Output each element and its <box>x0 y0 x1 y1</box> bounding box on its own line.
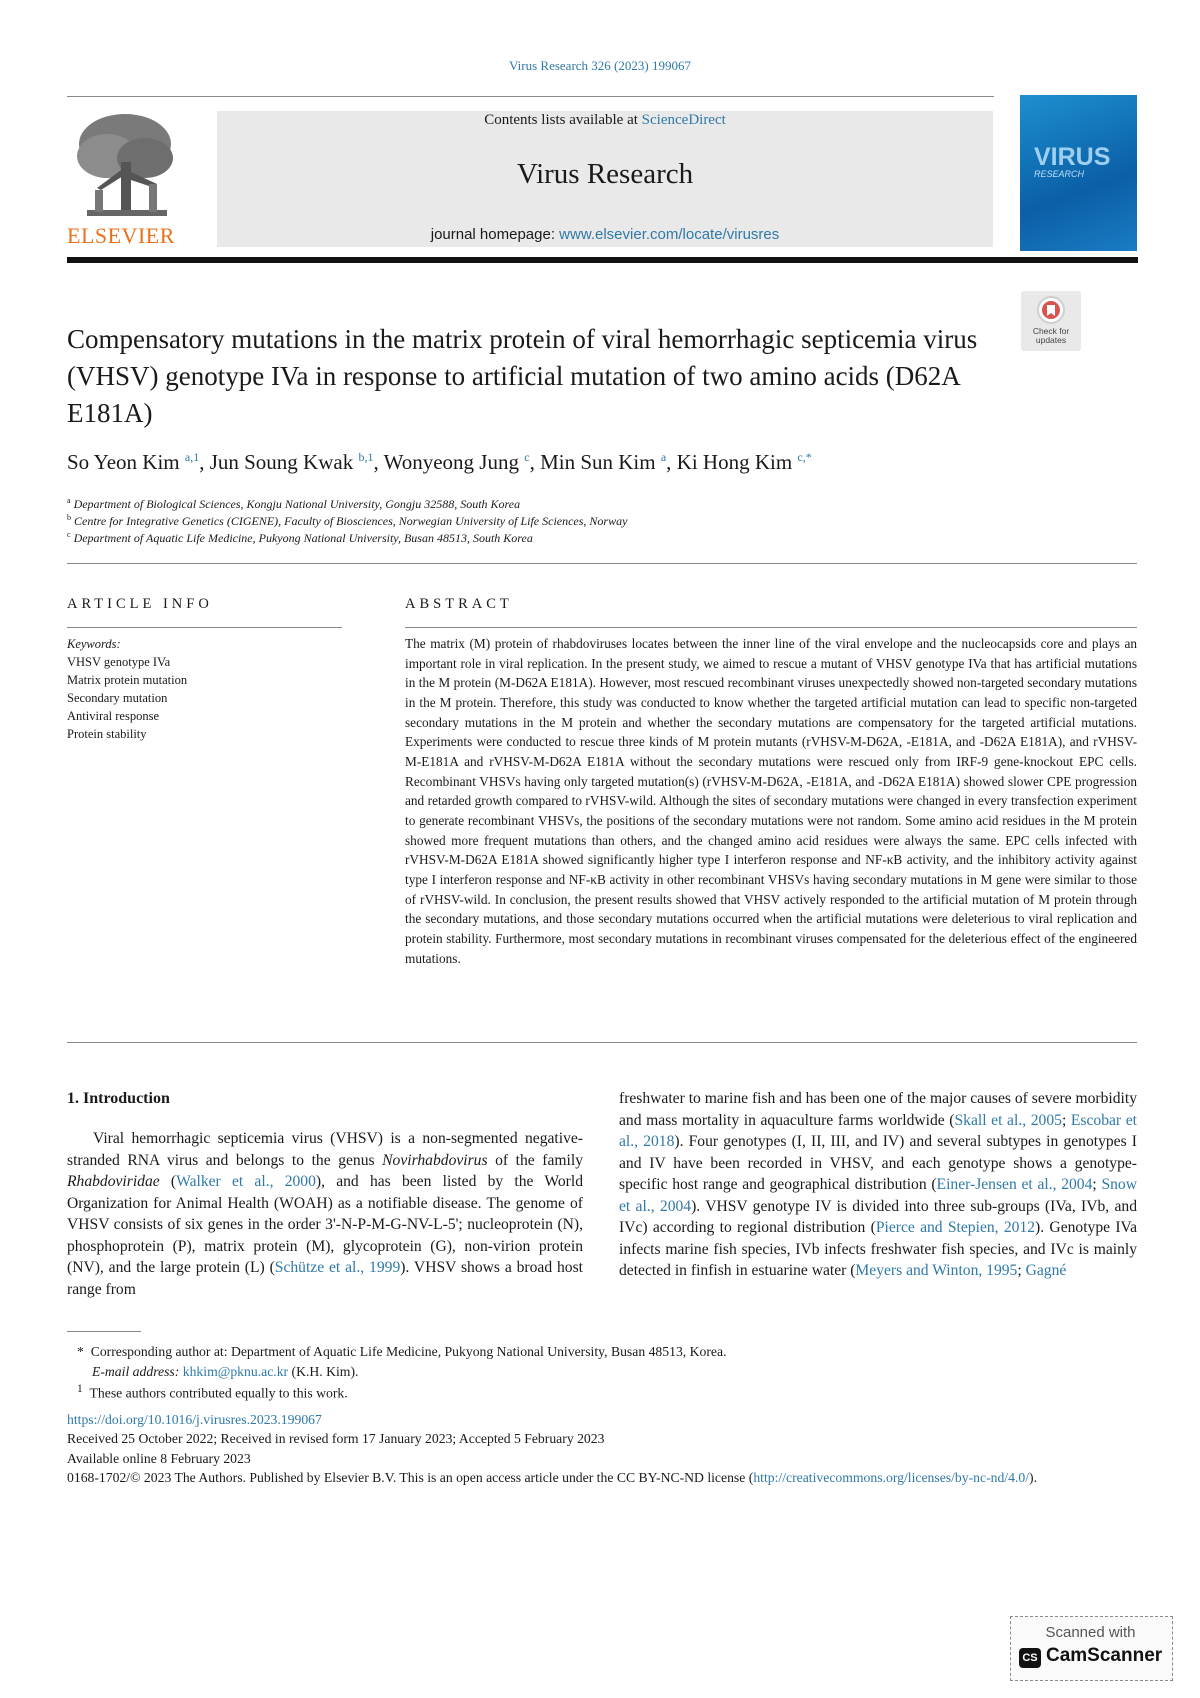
header-top-rule <box>67 96 994 97</box>
abstract-bottom-rule <box>67 1042 1137 1043</box>
keyword-item: Secondary mutation <box>67 691 168 705</box>
citation-link[interactable]: Gagné <box>1025 1262 1067 1279</box>
citation-link[interactable]: Skall et al., 2005 <box>954 1111 1062 1129</box>
introduction-paragraph: Viral hemorrhagic septicemia virus (VHSV) is a non-segmented negative-stranded RNA virus and belongs to the genus Novirhabdovirus of the family Rhabdoviridae (Walker et al., 2000), and has been listed by the World Organization for Animal Health (WOAH) as a notifiable disease. The genome of VHSV consists of six genes in the order 3'-N-P-M-G-NV-L-5'; nucleoprotein (N), phosphoprotein (P), matrix protein (M), glycoprotein (G), non-virion protein (NV), and the large protein (L) (Schütze et al., 1999). VHSV shows a broad host range from <box>67 1130 584 1298</box>
publication-info <box>67 1410 1137 1487</box>
affiliation-text: Department of Aquatic Life Medicine, Pukyong National University, Busan 48513, South Korea <box>73 531 533 545</box>
elsevier-tree-logo <box>67 110 187 228</box>
keyword-item: Antiviral response <box>67 709 159 723</box>
doi-link[interactable]: https://doi.org/10.1016/j.virusres.2023.199067 <box>67 1412 322 1427</box>
citation-link[interactable]: Einer-Jensen et al., 2004 <box>936 1176 1093 1193</box>
affiliation-mark: c <box>67 530 71 539</box>
email-note: E-mail address: khkim@pknu.ac.kr (K.H. Kim). <box>92 1364 359 1379</box>
equal-contribution-note: $^1$ These authors contributed equally to this work. <box>77 1383 348 1401</box>
abstract-rule <box>405 627 1137 628</box>
citation-link[interactable]: Schütze et al., 1999 <box>274 1259 401 1276</box>
contents-available-line <box>217 112 993 129</box>
article-info-rule <box>67 627 342 628</box>
homepage-prefix: journal homepage: <box>430 226 560 243</box>
journal-reference[interactable]: Virus Research 326 (2023) 199067 <box>509 58 691 73</box>
journal-cover-subtitle: RESEARCH <box>1034 169 1085 179</box>
author-affiliation-mark[interactable]: a <box>660 450 667 464</box>
journal-title: Virus Research <box>516 158 694 190</box>
abstract-text: The matrix (M) protein of rhabdoviruses locates between the inner line of the viral envelope and the nucleocapsids core and plays an important role in viral replication. In the present study, we aimed to rescue a mutant of VHSV genotype IVa that has artificial mutations in the M protein (M-D62A E181A). However, most rescued recombinant viruses unexpectedly showed non-targeted secondary mutations in the M protein. Therefore, this study was conducted to know whether the targeted artificial mutation can lead to specific non-targeted secondary mutations in the M protein and whether the secondary mutations are compensatory for the targeted artificial mutations. Experiments were conducted to rescue three kinds of M protein mutants (rVHSV-M-D62A, -E181A, and -D62A E181A), and rVHSV-M-E181A and rVHSV-M-D62A E181A without the secondary mutations were rescued only from IRF-9 gene-knockout EPC cells. Recombinant VHSVs having only targeted mutation(s) (rVHSV-M-D62A, -E181A, and -D62A E181A) showed slower CPE progression and retarded growth compared to rVHSV-wild. Although the sites of secondary mutations were changed in every transfection experiment to generate recombinant VHSVs, the positions of the secondary mutations were not random. Some amino acid residues in the M protein showed more frequent mutations than others, and the changed amino acid residues were always the same. EPC cells infected with rVHSV-M-D62A E181A showed significantly higher type I interferon response and NF-κB activity, and the inhibitory activity against type I interferon response and NF-κB activity in other recombinant VHSVs having secondary mutations in M gene were similar to those of rVHSV-wild. In conclusion, the present results showed that VHSV actively responded to the artificial mutation of M protein through the secondary mutations, and those secondary mutations occurred when the artificial mutations were deleterious to viral replication and protein stability. Furthermore, most secondary mutations in recombinant viruses compensated for the deleterious effect of the engineered mutations. <box>405 636 1137 966</box>
author-affiliation-mark[interactable]: c,* <box>797 450 812 464</box>
author-name[interactable]: Min Sun Kim <box>540 450 656 474</box>
license-statement: 0168-1702/© 2023 The Authors. Published by Elsevier B.V. This is an open access article under the CC BY-NC-ND license (http://creativecommons.org/licenses/by-nc-nd/4.0/). <box>67 1469 1038 1485</box>
footnote-rule <box>67 1331 141 1332</box>
check-for-updates-icon <box>1036 295 1066 325</box>
author-affiliation-mark[interactable]: c <box>524 450 530 464</box>
keyword-item: VHSV genotype IVa <box>67 655 171 669</box>
keyword-item: Matrix protein mutation <box>67 673 188 687</box>
affiliation-text: Department of Biological Sciences, Kongju National University, Gongju 32588, South Korea <box>73 497 521 511</box>
header-thick-rule <box>67 257 1138 263</box>
author-name[interactable]: So Yeon Kim <box>67 450 180 474</box>
citation-link[interactable]: Meyers and Winton, 1995 <box>855 1262 1018 1279</box>
keyword-item: Protein stability <box>67 727 147 741</box>
citation-link[interactable]: Pierce and Stepien, 2012 <box>875 1219 1036 1236</box>
affiliation <box>67 496 520 512</box>
introduction-paragraph-continued: freshwater to marine fish and has been one of the major causes of severe morbidity and mass mortality in aquaculture farms worldwide (Skall et al., 2005; Escobar et al., 2018). Four genotypes (I, II, III, and IV) and several subtypes in genotypes I and IV have been recorded in VHSV, and each genotype shows a genotype-specific host range and geographical distribution (Einer-Jensen et al., 2004; Snow et al., 2004). VHSV genotype IV is divided into three sub-groups (IVa, IVb, and IVc) according to regional distribution (Pierce and Stepien, 2012). Genotype IVa infects marine fish species, IVb infects freshwater fish species, and IVc is mainly detected in finfish in estuarine water (Meyers and Winton, 1995; Gagné <box>619 1090 1138 1279</box>
sciencedirect-link[interactable]: ScienceDirect <box>641 112 726 128</box>
article-title: Compensatory mutations in the matrix protein of viral hemorrhagic septicemia virus (VHSV) genotype IVa in response to artificial mutation of two amino acids (D62A E181A) <box>67 324 978 428</box>
affiliation <box>67 513 627 529</box>
received-dates: Received 25 October 2022; Received in revised form 17 January 2023; Accepted 5 February 2023 <box>67 1431 605 1447</box>
citation-link[interactable]: Escobar et al., 2018 <box>619 1111 1138 1150</box>
email-link[interactable]: khkim@pknu.ac.kr <box>182 1364 289 1379</box>
author-name[interactable]: Wonyeong Jung <box>383 450 519 474</box>
abstract-heading: ABSTRACT <box>405 596 513 612</box>
affiliation-mark: a <box>67 496 71 505</box>
contents-prefix: Contents lists available at <box>484 112 642 128</box>
journal-homepage-link[interactable]: www.elsevier.com/locate/virusres <box>559 226 780 243</box>
citation-link[interactable]: Snow et al., 2004 <box>619 1176 1137 1215</box>
introduction-heading: 1. Introduction <box>67 1090 170 1107</box>
elsevier-wordmark: ELSEVIER <box>67 223 175 248</box>
keywords-block <box>67 635 187 743</box>
affiliation <box>67 530 533 546</box>
author-name[interactable]: Jun Soung Kwak <box>209 450 354 474</box>
check-for-updates-label: Check for updates <box>1032 326 1070 345</box>
affiliation-mark: b <box>67 513 71 522</box>
affiliation-text: Centre for Integrative Genetics (CIGENE), Faculty of Biosciences, Norwegian University of Life Sciences, Norway <box>74 514 628 528</box>
author-list: So Yeon Kim $^{a,1}$, Jun Soung Kwak $^{b,1}$, Wonyeong Jung $^c$, Min Sun Kim $^a$, Ki Hong Kim $^{c,*}$ <box>67 450 812 474</box>
journal-homepage-line <box>217 226 993 243</box>
license-link[interactable]: http://creativecommons.org/licenses/by-nc-nd/4.0/ <box>753 1469 1030 1485</box>
camscanner-name: CamScanner <box>1046 1645 1163 1666</box>
author-affiliation-mark[interactable]: a,1 <box>184 450 200 464</box>
corresponding-author-note: * Corresponding author at: Department of Aquatic Life Medicine, Pukyong National University, Busan 48513, Korea. <box>77 1344 727 1359</box>
keywords-label: Keywords: <box>67 637 121 651</box>
camscanner-logo-icon: CS <box>1019 1648 1041 1668</box>
scanned-with-text: Scanned with <box>1045 1624 1136 1641</box>
author-name[interactable]: Ki Hong Kim <box>676 450 793 474</box>
journal-cover-title: VIRUS <box>1034 143 1111 171</box>
citation-link[interactable]: Walker et al., 2000 <box>176 1173 316 1190</box>
affiliations-bottom-rule <box>67 563 1137 564</box>
article-info-heading: ARTICLE INFO <box>67 596 213 612</box>
author-affiliation-mark[interactable]: b,1 <box>358 450 374 464</box>
available-online: Available online 8 February 2023 <box>67 1450 251 1466</box>
